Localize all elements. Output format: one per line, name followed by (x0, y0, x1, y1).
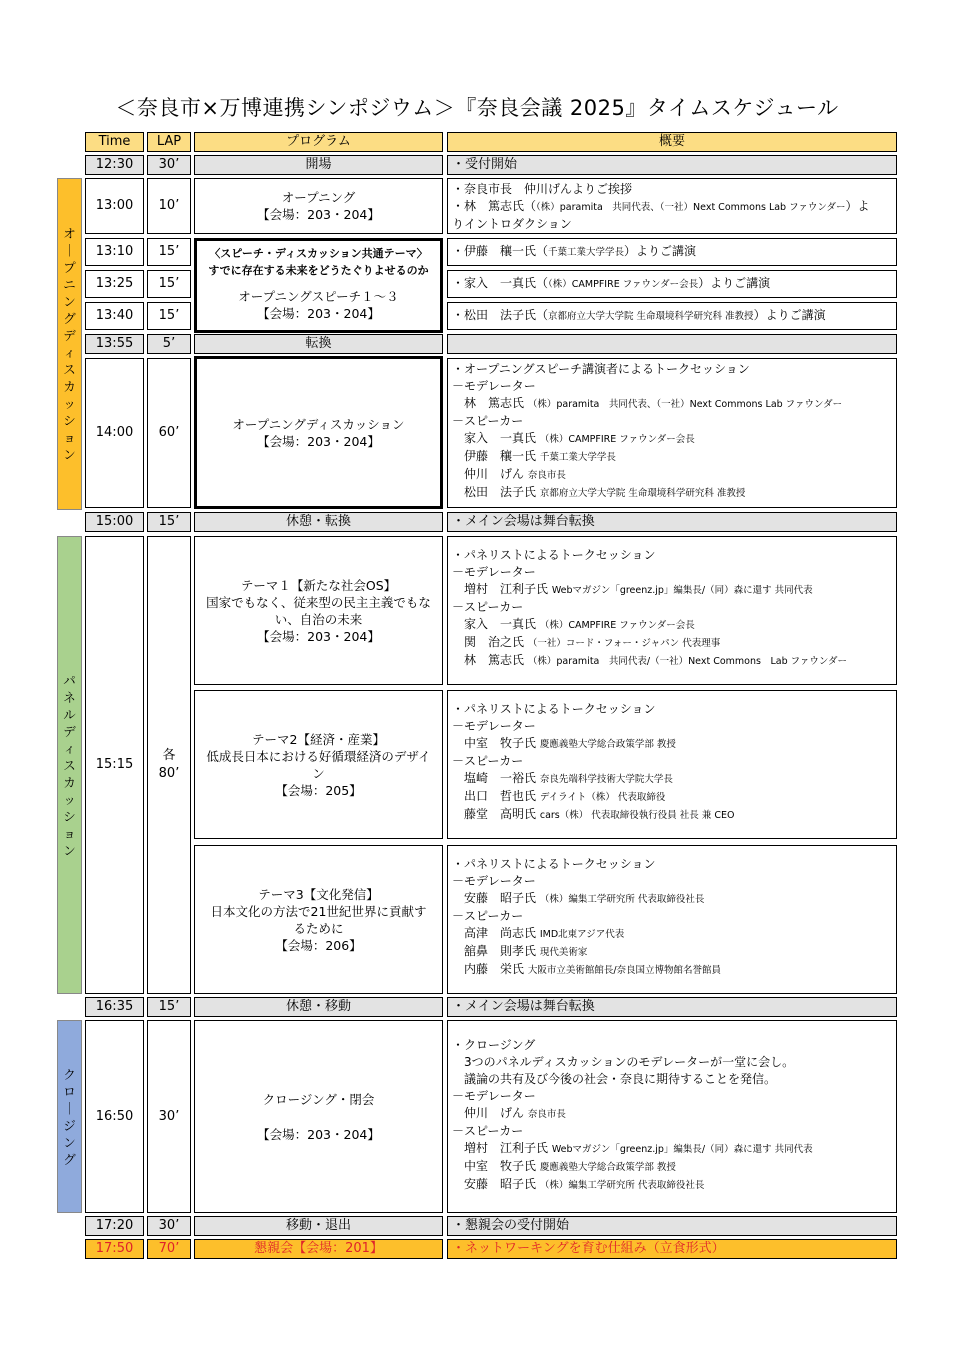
overview-name: 内藤 栄氏 (452, 962, 525, 976)
lap-1750: 70’ (147, 1239, 191, 1259)
overview-affiliation: Webマガジン「greenz.jp」編集長/（同）森に還す 共同代表 (551, 585, 813, 596)
section-label-char: ｜ (63, 1100, 76, 1116)
overview-affiliation: IMD北東アジア代表 (539, 929, 625, 940)
overview-affiliation: （株）paramita 共同代表、（一社）Next Commons Lab ファウンダー (536, 202, 846, 213)
overview-1310 (447, 238, 897, 266)
header-program: プログラム (194, 132, 443, 152)
program-1750: 懇親会【会場：201】 (194, 1239, 443, 1259)
section-label-char: オ (63, 226, 76, 241)
overview-affiliation: 現代美術家 (539, 947, 588, 958)
overview-line: －モデレーター (452, 379, 536, 393)
time-1750: 17:50 (85, 1239, 144, 1259)
overview-line: ・パネリストによるトークセッション (452, 548, 656, 562)
speech-theme: すでに存在する未来をどうたぐりよせるのか (208, 264, 429, 277)
time-1515: 15:15 (85, 536, 144, 994)
overview-line: ）よりご講演 (753, 308, 826, 322)
header-lap: LAP (147, 132, 191, 152)
lap-1635: 15’ (147, 997, 191, 1017)
program-1355: 転換 (194, 334, 443, 354)
program-1300-title: オープニング (281, 190, 356, 205)
overview-line: ）よ (845, 199, 870, 213)
overview-line: －スピーカー (452, 909, 524, 923)
section-label-char: ン (63, 842, 76, 858)
overview-1650 (447, 1020, 897, 1213)
overview-line: ・林 篤志氏（ (452, 199, 537, 213)
overview-theme2 (447, 690, 897, 839)
overview-line: ・伊藤 穰一氏（ (452, 244, 549, 258)
lap-1515 (147, 536, 191, 994)
overview-name: 伊藤 穰一氏 (452, 449, 537, 463)
overview-1400 (447, 358, 897, 508)
speech-theme-label: 〈スピーチ・ディスカッション共通テーマ〉 (209, 247, 428, 260)
overview-line: ・パネリストによるトークセッション (452, 857, 656, 871)
overview-name: 関 治之氏 (452, 635, 525, 649)
lap-1400: 60’ (147, 358, 191, 508)
section-label-char: カ (63, 379, 76, 394)
overview-affiliation: 慶應義塾大学総合政策学部 教授 (539, 739, 676, 750)
section-label-char: デ (63, 328, 76, 343)
lap-1325: 15’ (147, 270, 191, 298)
section-opening-label (63, 225, 76, 463)
section-label-char: シ (63, 413, 76, 428)
time-1230: 12:30 (85, 155, 144, 175)
overview-affiliation: 慶應義塾大学総合政策学部 教授 (539, 1162, 676, 1173)
overview-affiliation: （株）paramita 共同代表、（一社）Next Commons Lab ファウンダー (527, 399, 843, 410)
program-1400-title: オープニングディスカッション (232, 416, 405, 432)
overview-name: 仲川 げん (452, 467, 525, 481)
theme1-subtitle: 国家でもなく、従来型の民主主義でもな (206, 594, 431, 610)
lap-1720: 30’ (147, 1216, 191, 1236)
section-label-char: ス (63, 362, 76, 377)
overview-line: －スピーカー (452, 754, 524, 768)
program-1720: 移動・退出 (194, 1216, 443, 1236)
program-1635: 休憩・移動 (194, 997, 443, 1017)
overview-theme3 (447, 845, 897, 994)
overview-line: ・松田 法子氏（ (452, 308, 549, 322)
overview-line: －モデレーター (452, 719, 536, 733)
section-label-char: ネ (63, 689, 76, 705)
lap-1515-value: 80’ (158, 766, 180, 781)
overview-line: ）よりご講演 (624, 244, 697, 258)
lap-1515-each: 各 (162, 748, 176, 763)
overview-1750: ・ネットワーキングを育む仕組み（立食形式） (447, 1239, 897, 1259)
speech-program-title: オープニングスピーチ１～３ (238, 289, 399, 304)
lap-1650: 30’ (147, 1020, 191, 1213)
overview-affiliation: cars（株） 代表取締役執行役員 社長 兼 CEO (539, 810, 735, 821)
theme2-subtitle: ン (312, 765, 325, 781)
overview-name: 塩崎 一裕氏 (452, 771, 537, 785)
header-overview: 概要 (447, 132, 897, 152)
overview-affiliation: （株）編集工学研究所 代表取締役社長 (539, 894, 705, 905)
overview-affiliation: 千葉工業大学学長 (539, 452, 616, 463)
lap-1230: 30’ (147, 155, 191, 175)
overview-1230: ・受付開始 (447, 155, 897, 175)
time-1720: 17:20 (85, 1216, 144, 1236)
section-label-char: ン (63, 447, 76, 462)
overview-name: 増村 江利子氏 (452, 582, 549, 596)
time-1400: 14:00 (85, 358, 144, 508)
program-opening-speech (194, 238, 443, 333)
section-label-char: ロ (63, 1083, 76, 1099)
program-1230: 開場 (194, 155, 443, 175)
lap-1500: 15’ (147, 512, 191, 532)
section-label-char: ジ (63, 1117, 76, 1133)
overview-affiliation: （一社）コード・フォー・ジャパン 代表理事 (527, 638, 721, 649)
time-1635: 16:35 (85, 997, 144, 1017)
overview-name: 増村 江利子氏 (452, 1141, 549, 1155)
overview-name: 安藤 昭子氏 (452, 891, 537, 905)
theme2-subtitle: 低成長日本における好循環経済のデザイ (206, 748, 431, 764)
overview-name: 林 篤志氏 (452, 653, 525, 667)
overview-affiliation: 奈良先端科学技術大学院大学長 (539, 774, 673, 785)
overview-line: ・家入 一真氏（ (452, 276, 549, 290)
overview-affiliation: （株）CAMPFIRE ファウンダー会長 (539, 434, 695, 445)
section-panel-label (63, 672, 76, 859)
program-1300-venue: 【会場：203・204】 (257, 207, 380, 222)
overview-1340 (447, 302, 897, 330)
lap-1355: 5’ (147, 334, 191, 354)
program-1400 (194, 356, 443, 509)
program-1650 (194, 1020, 443, 1213)
theme1-title: テーマ１【新たな社会OS】 (240, 577, 397, 593)
overview-name: 舘鼻 則孝氏 (452, 944, 537, 958)
overview-1720: ・懇親会の受付開始 (447, 1216, 897, 1236)
section-label-char: ィ (63, 740, 76, 756)
section-label-char: ッ (63, 791, 76, 807)
section-label-char: ル (63, 706, 76, 722)
section-closing-label (63, 1066, 76, 1168)
overview-line: －スピーカー (452, 600, 524, 614)
overview-name: 中室 牧子氏 (452, 1159, 537, 1173)
section-label-char: シ (63, 808, 76, 824)
speech-program-venue: 【会場：203・204】 (257, 306, 380, 321)
section-label-char: プ (63, 260, 76, 275)
overview-1325 (447, 270, 897, 298)
section-label-char: ィ (63, 345, 76, 360)
overview-affiliation: （株）paramita 共同代表/（一社）Next Commons Lab ファウンダー (527, 656, 848, 667)
theme3-title: テーマ3【文化発信】 (258, 886, 379, 902)
program-1300 (194, 178, 443, 234)
section-label-char: カ (63, 774, 76, 790)
overview-line: ・パネリストによるトークセッション (452, 702, 656, 716)
section-label-char: ン (63, 1134, 76, 1150)
section-opening-bar (57, 178, 82, 510)
overview-1355 (447, 334, 897, 354)
overview-1500: ・メイン会場は舞台転換 (447, 512, 897, 532)
overview-affiliation: 京都府立大学大学院 生命環境科学研究科 准教授 (539, 488, 746, 499)
time-1500: 15:00 (85, 512, 144, 532)
time-1300: 13:00 (85, 178, 144, 234)
overview-name: 仲川 げん (452, 1106, 525, 1120)
section-panel-bar (57, 536, 82, 994)
section-label-char: パ (63, 672, 76, 688)
overview-line: ）よりご講演 (698, 276, 771, 290)
time-1340: 13:40 (85, 302, 144, 330)
section-label-char: ニ (63, 277, 76, 292)
overview-1635: ・メイン会場は舞台転換 (447, 997, 897, 1017)
time-1355: 13:55 (85, 334, 144, 354)
overview-name: 家入 一真氏 (452, 617, 537, 631)
section-label-char: グ (63, 311, 76, 326)
theme3-venue: 【会場：206】 (275, 937, 362, 953)
program-theme2 (194, 690, 443, 839)
section-label-char: ス (63, 757, 76, 773)
theme2-title: テーマ2【経済・産業】 (252, 731, 385, 747)
program-1650-venue: 【会場：203・204】 (257, 1126, 380, 1142)
section-label-char: ｜ (63, 243, 76, 258)
page-title: ＜奈良市×万博連携シンポジウム＞『奈良会議 2025』タイムスケジュール (115, 96, 839, 120)
lap-1300: 10’ (147, 178, 191, 234)
program-theme3 (194, 845, 443, 994)
overview-1300 (447, 178, 897, 234)
section-label-char: ク (63, 1066, 76, 1082)
overview-affiliation: 奈良市長 (527, 1109, 566, 1120)
section-label-char: デ (63, 723, 76, 739)
overview-line: りイントロダクション (452, 217, 572, 231)
overview-line: 3つのパネルディスカッションのモデレーターが一堂に会し。 (452, 1055, 795, 1069)
overview-line: －モデレーター (452, 1089, 536, 1103)
overview-name: 安藤 昭子氏 (452, 1177, 537, 1191)
overview-affiliation: 京都府立大学大学院 生命環境科学研究科 准教授 (548, 311, 754, 322)
time-1325: 13:25 (85, 270, 144, 298)
header-time: Time (85, 132, 144, 152)
theme1-venue: 【会場：203・204】 (257, 628, 380, 644)
overview-line: ・クロージング (452, 1038, 536, 1052)
overview-line: －モデレーター (452, 565, 536, 579)
overview-name: 高津 尚志氏 (452, 926, 537, 940)
overview-line: 議論の共有及び今後の社会・奈良に期待することを発信。 (452, 1072, 777, 1086)
overview-affiliation: 奈良市長 (527, 470, 566, 481)
section-label-char: ン (63, 294, 76, 309)
lap-1310: 15’ (147, 238, 191, 266)
overview-name: 中室 牧子氏 (452, 736, 537, 750)
overview-line: ・奈良市長 仲川げんよりご挨拶 (452, 182, 633, 196)
section-label-char: ッ (63, 396, 76, 411)
program-1400-venue: 【会場：203・204】 (257, 433, 380, 449)
theme3-subtitle: 日本文化の方法で21世紀世界に貢献す (210, 903, 427, 919)
overview-line: －モデレーター (452, 874, 536, 888)
section-label-char: ョ (63, 825, 76, 841)
overview-theme1 (447, 536, 897, 685)
overview-affiliation: Webマガジン「greenz.jp」編集長/（同）森に還す 共同代表 (551, 1144, 813, 1155)
overview-affiliation: （株）CAMPFIRE ファウンダー会長 (548, 279, 699, 290)
section-label-char: グ (63, 1151, 76, 1167)
program-1500: 休憩・転換 (194, 512, 443, 532)
overview-line: －スピーカー (452, 1124, 524, 1138)
overview-name: 松田 法子氏 (452, 485, 537, 499)
overview-line: ・オープニングスピーチ講演者によるトークセッション (452, 362, 750, 376)
overview-affiliation: デイライト（株） 代表取締役 (539, 792, 666, 803)
section-label-char: ョ (63, 430, 76, 445)
overview-affiliation: 大阪市立美術館館長/奈良国立博物館名誉館員 (527, 965, 722, 976)
overview-name: 家入 一真氏 (452, 431, 537, 445)
overview-affiliation: （株）CAMPFIRE ファウンダー会長 (539, 620, 695, 631)
section-closing-bar (57, 1020, 82, 1213)
overview-name: 出口 哲也氏 (452, 789, 537, 803)
theme1-subtitle: い、自治の未来 (274, 611, 363, 627)
overview-line: －スピーカー (452, 414, 524, 428)
overview-affiliation: 千葉工業大学学長 (548, 247, 625, 258)
theme2-venue: 【会場：205】 (275, 782, 362, 798)
overview-name: 林 篤志氏 (452, 396, 525, 410)
time-1650: 16:50 (85, 1020, 144, 1213)
program-theme1 (194, 536, 443, 685)
overview-name: 藤堂 高明氏 (452, 807, 537, 821)
program-1650-title: クロージング・閉会 (262, 1091, 375, 1107)
time-1310: 13:10 (85, 238, 144, 266)
lap-1340: 15’ (147, 302, 191, 330)
theme3-subtitle: るために (293, 920, 344, 936)
overview-affiliation: （株）編集工学研究所 代表取締役社長 (539, 1180, 705, 1191)
